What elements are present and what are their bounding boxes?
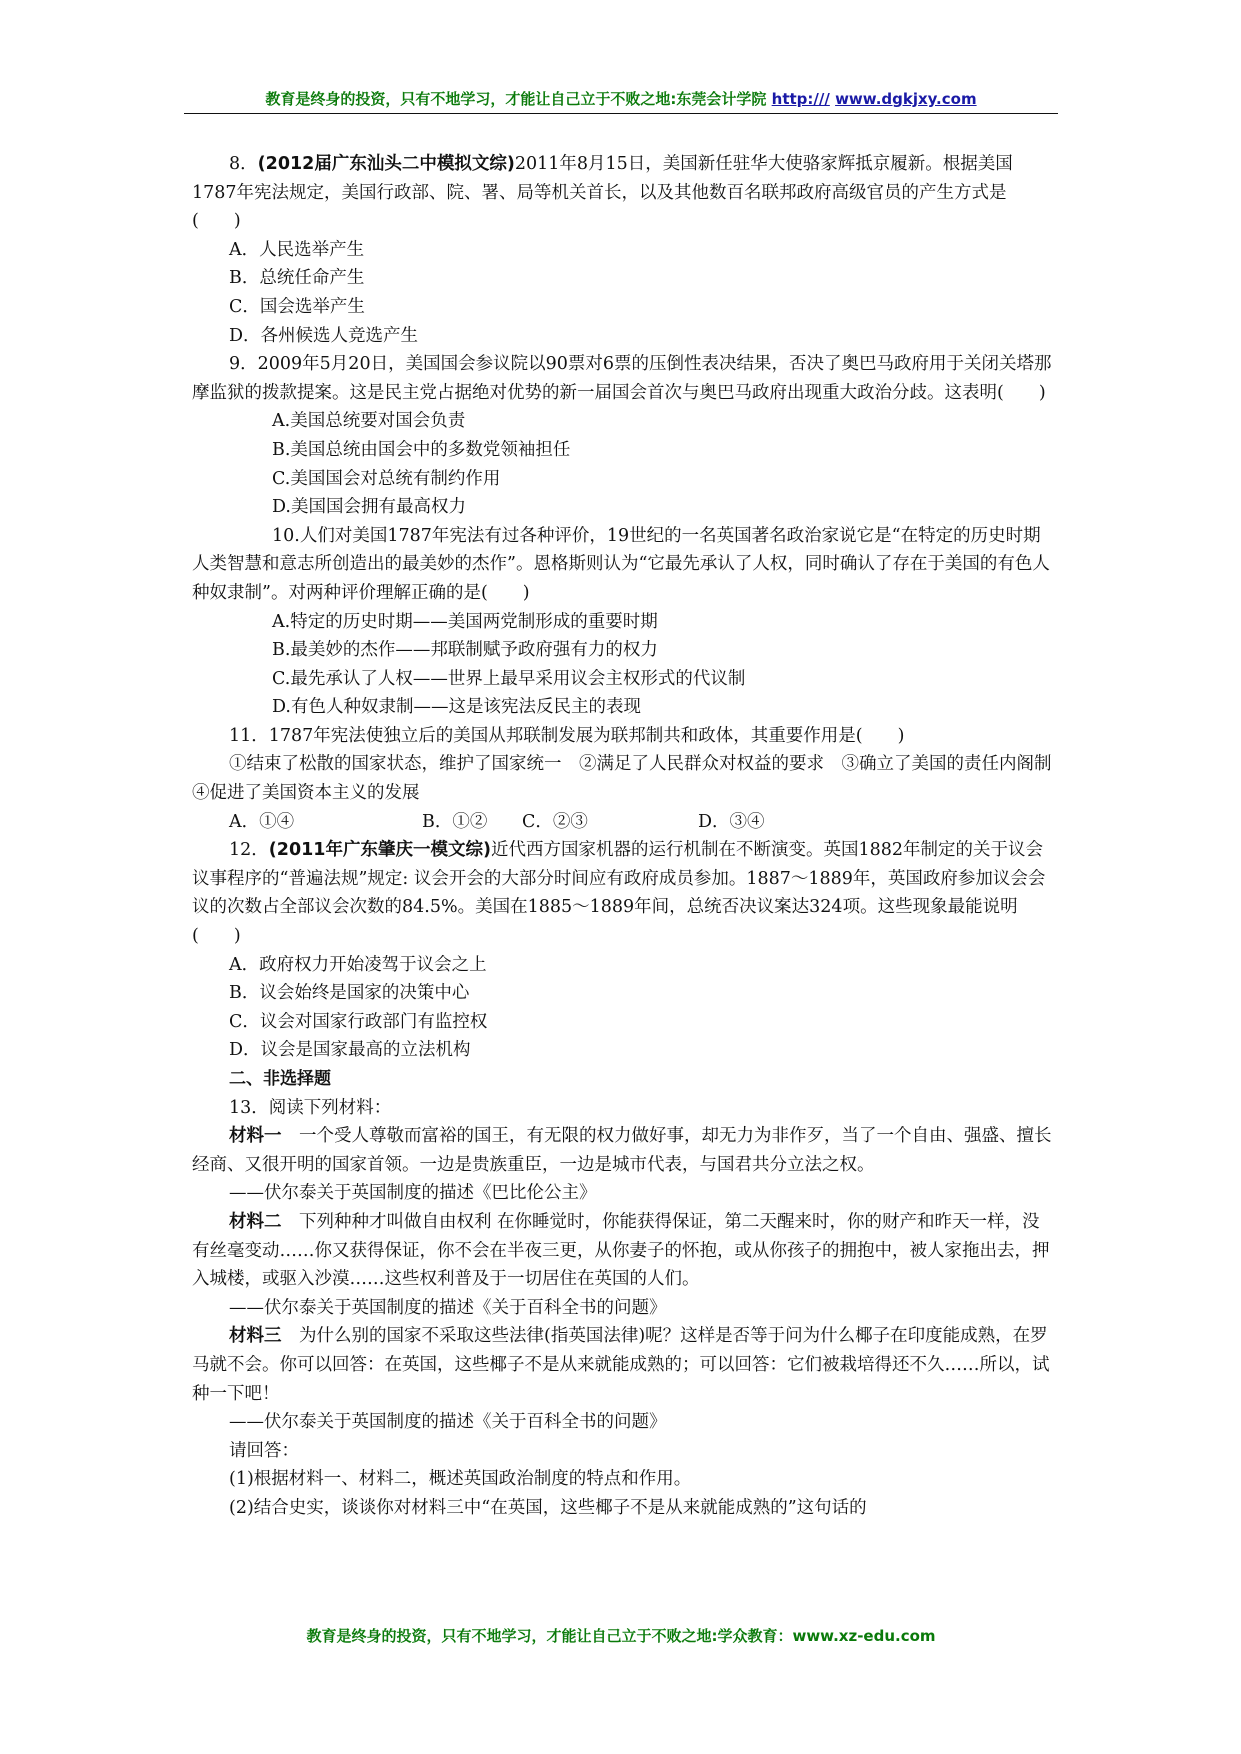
question-10 bbox=[192, 522, 1054, 722]
question-8-stem bbox=[192, 150, 1054, 236]
question-8-option-a: A．人民选举产生 bbox=[229, 239, 365, 260]
question-8-number: 8． bbox=[229, 154, 258, 174]
question-13-intro: 13．阅读下列材料： bbox=[229, 1097, 392, 1118]
material-1 bbox=[192, 1122, 1054, 1179]
question-10-option-c: C.最先承认了人权——世界上最早采用议会主权形式的代议制 bbox=[272, 668, 746, 689]
question-12 bbox=[192, 836, 1054, 1065]
question-10-stem: 10.人们对美国1787年宪法有过各种评价，19世纪的一名英国著名政治家说它是“在特定的历史时期人类智慧和意志所创造出的最美妙的杰作”。恩格斯则认为“它最先承认了人权，同时确认了存在于美国的有色人种奴隶制”。对两种评价理解正确的是( ) bbox=[192, 525, 1050, 603]
material-1-label: 材料一 bbox=[229, 1126, 282, 1147]
question-10-option-b: B.最美妙的杰作——邦联制赋予政府强有力的权力 bbox=[272, 640, 658, 661]
question-12-option-c: C．议会对国家行政部门有监控权 bbox=[229, 1011, 488, 1032]
question-12-text: 近代西方国家机器的运行机制在不断演变。英国1882年制定的关于议会议事程序的“普遍法规”规定: 议会开会的大部分时间应有政府成员参加。1887～1889年，英国政府参加议会会议的次数占全部议会次数的84.5%。美国在1885～1889年间，总统否决议案达324项。这些现象最能说明( ) bbox=[192, 840, 1046, 947]
question-12-option-b: B．议会始终是国家的决策中心 bbox=[229, 983, 470, 1004]
question-13-sub-1: (1)根据材料一、材料二，概述英国政治制度的特点和作用。 bbox=[229, 1469, 692, 1490]
question-8 bbox=[192, 150, 1054, 350]
question-12-source: (2011年广东肇庆一模文综) bbox=[268, 840, 491, 861]
question-9 bbox=[192, 350, 1054, 522]
question-13-sub-2: (2)结合史实，谈谈你对材料三中“在英国，这些椰子不是从来就能成熟的”这句话的 bbox=[229, 1497, 867, 1518]
question-10-option-d: D.有色人种奴隶制——这是该宪法反民主的表现 bbox=[272, 697, 641, 718]
material-2-source: ——伏尔泰关于英国制度的描述《关于百科全书的问题》 bbox=[229, 1297, 667, 1318]
question-9-stem: 9．2009年5月20日，美国国会参议院以90票对6票的压倒性表决结果，否决了奥巴马政府用于关闭关塔那摩监狱的拨款提案。这是民主党占据绝对优势的新一届国会首次与奥巴马政府出现重大政治分歧。这表明( ) bbox=[192, 354, 1052, 403]
question-12-number: 12． bbox=[229, 840, 269, 861]
material-3-text: 为什么别的国家不采取这些法律(指英国法律)呢？这样是否等于问为什么椰子在印度能成熟，在罗马就不会。你可以回答：在英国，这些椰子不是从来就能成熟的；可以回答：它们被栽培得还不久……所以，试种一下吧！ bbox=[192, 1326, 1050, 1404]
question-9-option-c: C.美国国会对总统有制约作用 bbox=[272, 468, 501, 489]
question-8-option-b: B．总统任命产生 bbox=[229, 268, 365, 289]
question-12-stem bbox=[192, 836, 1054, 950]
question-9-option-b: B.美国总统由国会中的多数党领袖担任 bbox=[272, 439, 571, 460]
question-11-items: ①结束了松散的国家状态，维护了国家统一 ②满足了人民群众对权益的要求 ③确立了美国的责任内阁制 ④促进了美国资本主义的发展 bbox=[192, 754, 1069, 804]
question-13 bbox=[192, 1094, 1054, 1523]
question-11-option-b: B．①② bbox=[422, 811, 488, 832]
question-12-option-d: D．议会是国家最高的立法机构 bbox=[229, 1040, 471, 1061]
question-8-option-c: C．国会选举产生 bbox=[229, 296, 365, 317]
material-3-source: ——伏尔泰关于英国制度的描述《关于百科全书的问题》 bbox=[229, 1412, 667, 1433]
question-9-option-d: D.美国国会拥有最高权力 bbox=[272, 497, 466, 518]
material-3 bbox=[192, 1322, 1054, 1408]
question-10-option-a: A.特定的历史时期——美国两党制形成的重要时期 bbox=[272, 611, 658, 632]
page-header bbox=[184, 88, 1058, 114]
material-2-label: 材料二 bbox=[229, 1211, 282, 1232]
question-11-option-d: D．③④ bbox=[698, 811, 765, 832]
header-link-http[interactable]: http:/// bbox=[771, 90, 830, 108]
question-11-option-a: A．①④ bbox=[229, 811, 295, 832]
material-2 bbox=[192, 1208, 1054, 1294]
question-12-option-a: A．政府权力开始凌驾于议会之上 bbox=[229, 954, 487, 975]
question-11-options bbox=[192, 808, 1054, 837]
question-8-text: 2011年8月15日，美国新任驻华大使骆家辉抵京履新。根据美国1787年宪法规定，美国行政部、院、署、局等机关首长，以及其他数百名联邦政府高级官员的产生方式是( ) bbox=[192, 154, 1013, 232]
header-link-website[interactable]: www.dgkjxy.com bbox=[835, 90, 977, 108]
question-8-option-d: D．各州候选人竞选产生 bbox=[229, 325, 419, 346]
header-slogan: 教育是终身的投资，只有不地学习，才能让自己立于不败之地:东莞会计学院 bbox=[265, 90, 772, 108]
question-11 bbox=[192, 722, 1069, 836]
page-footer: 教育是终身的投资，只有不地学习，才能让自己立于不败之地:学众教育：www.xz-edu.com bbox=[306, 1627, 936, 1645]
question-11-stem: 11．1787年宪法使独立后的美国从邦联制发展为联邦制共和政体，其重要作用是( ) bbox=[229, 725, 905, 746]
question-13-ask: 请回答： bbox=[229, 1440, 299, 1461]
material-1-source: ——伏尔泰关于英国制度的描述《巴比伦公主》 bbox=[229, 1183, 597, 1204]
material-1-text: 一个受人尊敬而富裕的国王，有无限的权力做好事，却无力为非作歹，当了一个自由、强盛、擅长经商、又很开明的国家首领。一边是贵族重臣，一边是城市代表，与国君共分立法之权。 bbox=[192, 1126, 1052, 1175]
document-body bbox=[192, 150, 1069, 1523]
question-11-option-c: C．②③ bbox=[522, 811, 588, 832]
question-8-source: (2012届广东汕头二中模拟文综) bbox=[257, 154, 515, 174]
section-heading-non-choice: 二、非选择题 bbox=[229, 1069, 331, 1089]
material-3-label: 材料三 bbox=[229, 1326, 282, 1347]
material-2-text: 下列种种才叫做自由权利 在你睡觉时，你能获得保证，第二天醒来时，你的财产和昨天一样，没有丝毫变动……你又获得保证，你不会在半夜三更，从你妻子的怀抱，或从你孩子的拥抱中，被人家拖出去，押入城楼，或驱入沙漠……这些权利普及于一切居住在英国的人们。 bbox=[192, 1211, 1050, 1290]
question-9-option-a: A.美国总统要对国会负责 bbox=[272, 411, 466, 432]
